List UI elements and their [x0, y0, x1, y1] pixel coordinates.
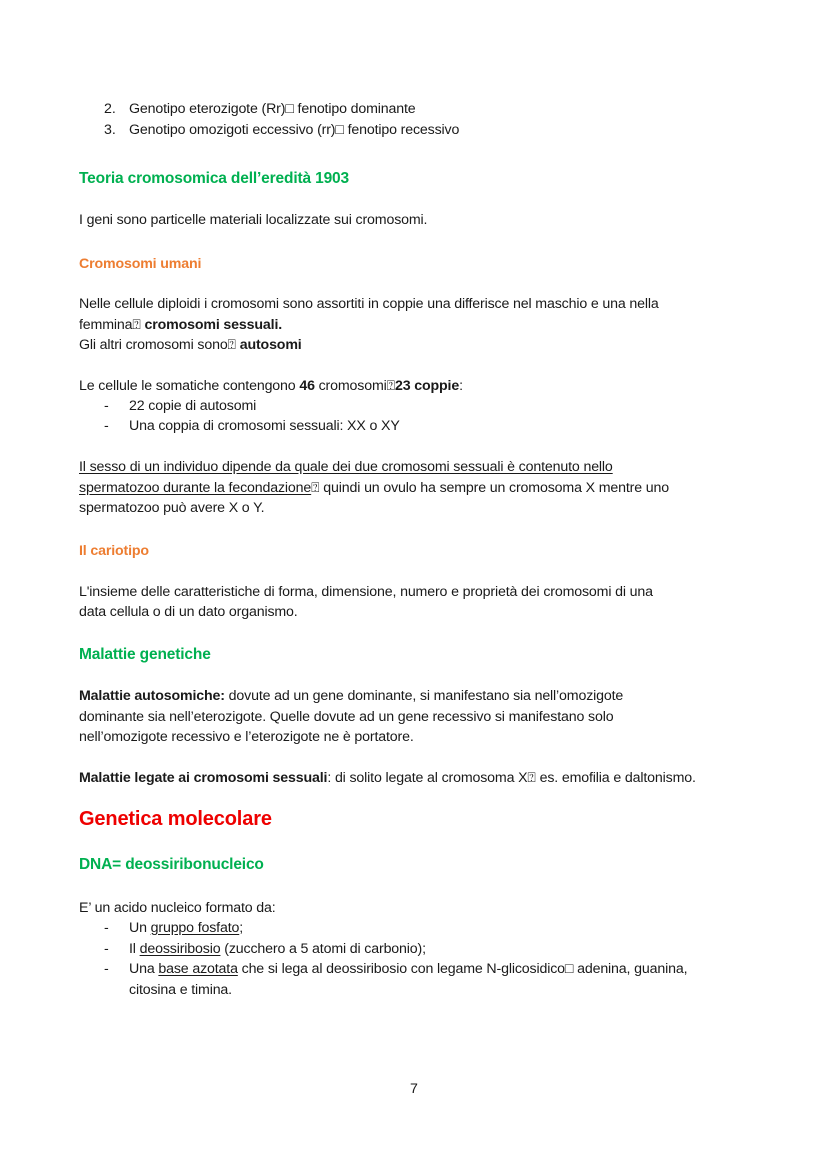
text: (zucchero a 5 atomi di carbonio); [220, 941, 426, 957]
page-number: 7 [410, 1081, 418, 1097]
text: Un [129, 920, 151, 936]
subheading-cariotipo: Il cariotipo [79, 543, 149, 559]
list-item: 22 copie di autosomi [129, 398, 257, 414]
bullet-marker: - [104, 941, 109, 957]
list-item [129, 918, 243, 938]
list-item [129, 959, 687, 979]
paragraph-line [79, 768, 696, 788]
section-heading-malattie: Malattie genetiche [79, 646, 211, 663]
paragraph-line: E’ un acido nucleico formato da: [79, 900, 276, 916]
paragraph-line [79, 376, 463, 396]
paragraph-line: spermatozoo può avere X o Y. [79, 500, 265, 516]
text: ⍰ quindi un ovulo ha sempre un cromosoma X mentre uno [311, 480, 669, 496]
section-heading-dna: DNA= deossiribonucleico [79, 856, 264, 873]
underlined-text: spermatozoo durante la fecondazione [79, 480, 312, 496]
subheading-cromosomi-umani: Cromosomi umani [79, 256, 202, 272]
paragraph-line: L'insieme delle caratteristiche di forma, dimensione, numero e proprietà dei cromosomi di una [79, 584, 653, 600]
paragraph-line [79, 335, 302, 355]
paragraph: I geni sono particelle materiali localizzate sui cromosomi. [79, 212, 428, 228]
text: : di solito legate al cromosoma X⍰ es. emofilia e daltonismo. [327, 770, 696, 786]
bullet-marker: - [104, 398, 109, 414]
bold-term: Malattie autosomiche: [79, 688, 225, 704]
bold-term: cromosomi sessuali. [144, 317, 283, 333]
paragraph-line: nell’omozigote recessivo e l’eterozigote ne è portatore. [79, 729, 414, 745]
bullet-marker: - [104, 961, 109, 977]
text: : [459, 378, 463, 394]
text: Le cellule le somatiche contengono [79, 378, 300, 394]
list-item-continuation: citosina e timina. [129, 982, 232, 998]
bullet-marker: - [104, 418, 109, 434]
text: Gli altri cromosomi sono⍰ [79, 337, 240, 353]
list-item [129, 939, 426, 959]
bold-term: Malattie legate ai cromosomi sessuali [79, 770, 328, 786]
text: ; [239, 920, 244, 936]
text: Il [129, 941, 140, 957]
text: femmina⍰ [79, 317, 145, 333]
paragraph-line [79, 686, 623, 706]
paragraph-line: dominante sia nell’eterozigote. Quelle dovute ad un gene recessivo si manifestano solo [79, 709, 614, 725]
underlined-text: base azotata [158, 961, 238, 977]
bold-term: 23 coppie [395, 378, 460, 394]
bullet-marker: - [104, 920, 109, 936]
underlined-text: deossiribosio [139, 941, 221, 957]
list-item: Genotipo omozigoti eccessivo (rr)□ fenotipo recessivo [129, 122, 460, 138]
section-heading-teoria: Teoria cromosomica dell’eredità 1903 [79, 170, 349, 187]
list-number: 2. [104, 101, 116, 117]
paragraph-line [79, 457, 613, 477]
list-item: Genotipo eterozigote (Rr)□ fenotipo dominante [129, 101, 416, 117]
text: Una [129, 961, 159, 977]
underlined-text: Il sesso di un individuo dipende da quale dei due cromosomi sessuali è contenuto nello [79, 459, 613, 475]
paragraph-line: Nelle cellule diploidi i cromosomi sono assortiti in coppie una differisce nel maschio e una nella [79, 296, 659, 312]
list-item: Una coppia di cromosomi sessuali: XX o XY [129, 418, 400, 434]
paragraph-line [79, 478, 669, 498]
text: cromosomi⍰ [314, 378, 395, 394]
paragraph-line [79, 315, 282, 335]
text: dovute ad un gene dominante, si manifestano sia nell’omozigote [224, 688, 624, 704]
underlined-text: gruppo fosfato [150, 920, 240, 936]
list-number: 3. [104, 122, 116, 138]
bold-term: autosomi [239, 337, 302, 353]
bold-term: 46 [299, 378, 315, 394]
chapter-heading-genetica-molecolare: Genetica molecolare [79, 808, 272, 830]
paragraph-line: data cellula o di un dato organismo. [79, 604, 298, 620]
text: che si lega al deossiribosio con legame N-glicosidico□ adenina, guanina, [237, 961, 688, 977]
